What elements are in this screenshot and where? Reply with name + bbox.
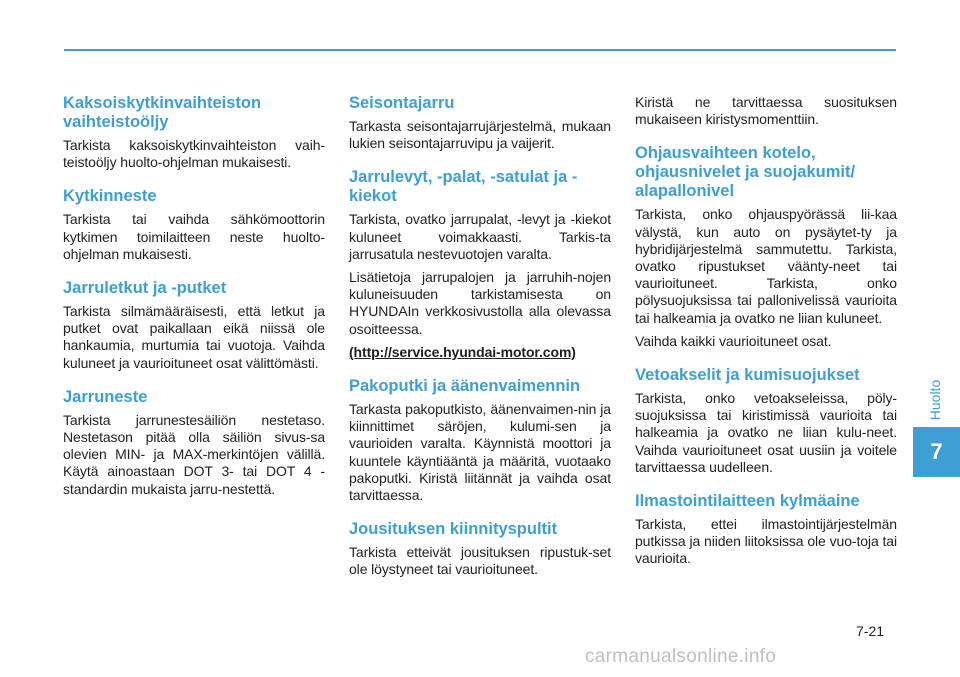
section-title: Ilmastointilaitteen kylmäaine bbox=[635, 492, 860, 511]
section-torque-continuation bbox=[635, 94, 897, 128]
column-1 bbox=[63, 94, 325, 514]
section-drive-shafts bbox=[635, 366, 897, 476]
section-title: Seisontajarru bbox=[349, 94, 455, 112]
section-text: Tarkista, onko ohjauspyörässä lii-kaa välystä, kun auto on pysäytet-ty ja hybridijärjestelmä sammutettu. Tarkista, ovatko ripustukset väänty-neet tai vaurioituneet. Tarkista, onko pölysuojuksissa tai pallonivelissä vaurioita tai halkeamia ja ovatko ne liian kuluneet. bbox=[635, 206, 897, 326]
section-brake-fluid bbox=[63, 388, 325, 498]
section-exhaust bbox=[349, 377, 611, 504]
section-text: Lisätietoja jarrupalojen ja jarruhih-nojen kuluneisuuden tarkistamisesta on HYUNDAIn verkkosivustolla alla olevassa osoitteessa. bbox=[349, 269, 611, 337]
section-text: Tarkista etteivät jousituksen ripustuk-set ole löystyneet tai vaurioituneet. bbox=[349, 544, 611, 578]
section-text: Tarkista kaksoiskytkinvaihteiston vaih-teistoöljy huolto-ohjelman mukaisesti. bbox=[63, 137, 325, 171]
section-suspension-bolts bbox=[349, 520, 611, 578]
section-text: Tarkista jarrunestesäiliön nestetaso. Nestetason pitää olla säiliön sivus-sa olevien MIN- ja MAX-merkintöjen välillä. Käytä ainoastaan DOT 3- tai DOT 4 -standardin mukaista jarru-nestettä. bbox=[63, 411, 325, 497]
section-title: Ohjausvaihteen kotelo, ohjausnivelet ja suojakumit/ alapallonivel bbox=[635, 144, 856, 201]
column-3 bbox=[635, 94, 897, 584]
section-text: Tarkasta pakoputkisto, äänenvaimen-nin ja kiinnittimet säröjen, kulumi-sen ja vaurioiden varalta. Käynnistä moottori ja kuuntele käyntiääntä ja määritä, vuotaako pakoputki. Kiristä liitännät ja vaihda osat tarvittaessa. bbox=[349, 401, 611, 504]
service-link[interactable]: (http://service.hyundai-motor.com) bbox=[349, 343, 576, 360]
section-title: Jarruneste bbox=[63, 387, 148, 406]
section-title: Kaksoiskytkinvaihteiston vaihteistoöljy bbox=[63, 94, 262, 131]
section-text: Kiristä ne tarvittaessa suosituksen mukaiseen kiristysmomenttiin. bbox=[635, 94, 897, 128]
watermark: carmanualsonline.info bbox=[585, 646, 777, 667]
section-title: Jousituksen kiinnityspultit bbox=[349, 520, 558, 539]
section-text: Tarkasta seisontajarrujärjestelmä, mukaan lukien seisontajarruvipu ja vaijerit. bbox=[349, 118, 611, 152]
section-dct-oil bbox=[63, 94, 325, 171]
page-number: 7-21 bbox=[856, 623, 885, 639]
column-2 bbox=[349, 94, 611, 595]
section-clutch-fluid bbox=[63, 187, 325, 263]
section-brake-discs bbox=[349, 168, 611, 361]
section-text: Tarkista, ettei ilmastointijärjestelmän putkissa ja niiden liitoksissa ole vuo-toja tai vaurioita. bbox=[635, 516, 897, 567]
section-title: Jarrulevyt, -palat, -satulat ja -kiekot bbox=[349, 168, 578, 206]
section-steering-gear bbox=[635, 144, 897, 350]
section-text: Tarkista, onko vetoakseleissa, pöly-suojuksissa tai kiristimissä vaurioita tai halkeamia ja ovatko ne liian kulu-neet. Vaihda vaurioituneet osat uusiin ja voitele tarvittaessa uudelleen. bbox=[635, 390, 897, 475]
chapter-tab: 7 bbox=[913, 427, 960, 477]
section-title: Vetoakselit ja kumisuojukset bbox=[635, 366, 860, 385]
chapter-label-text: Huolto bbox=[927, 379, 943, 421]
section-text: Vaihda kaikki vaurioituneet osat. bbox=[635, 332, 832, 349]
section-title: Kytkinneste bbox=[63, 187, 157, 206]
section-text: Tarkista, ovatko jarrupalat, -levyt ja -kiekot kuluneet voimakkaasti. Tarkis-ta jarrusatula nestevuotojen varalta. bbox=[349, 211, 611, 262]
section-title: Jarruletkut ja -putket bbox=[63, 279, 227, 298]
section-parking-brake bbox=[349, 94, 611, 152]
header-rule bbox=[64, 49, 896, 51]
section-brake-hoses bbox=[63, 279, 325, 372]
section-text: Tarkista tai vaihda sähkömoottorin kytkimen toimilaitteen neste huolto-ohjelman mukaisesti. bbox=[63, 211, 325, 262]
section-text: Tarkista silmämääräisesti, että letkut ja putket ovat paikallaan eikä niissä ole hankaumia, murtumia tai vuotoja. Vaihda kuluneet ja vaurioituneet osat välittömästi. bbox=[63, 303, 325, 371]
section-ac-refrigerant bbox=[635, 492, 897, 568]
section-title: Pakoputki ja äänenvaimennin bbox=[349, 377, 581, 396]
